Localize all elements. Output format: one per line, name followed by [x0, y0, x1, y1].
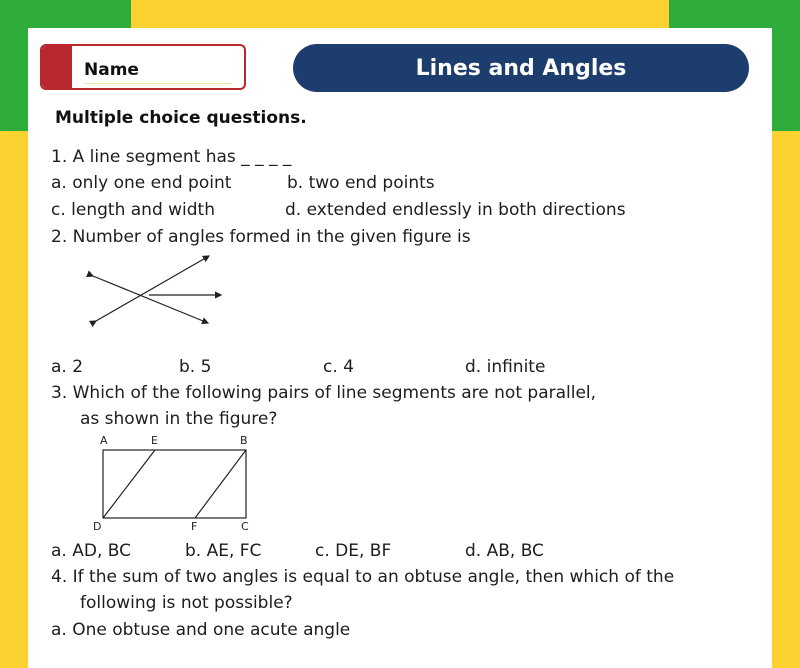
question-3-option-d[interactable]: d. AB, BC	[465, 541, 544, 561]
question-4-option-a[interactable]: a. One obtuse and one acute angle	[51, 620, 351, 640]
point-label-f: F	[191, 520, 198, 533]
point-label-a: A	[100, 434, 108, 447]
name-accent-strip	[42, 46, 72, 88]
figure-line-1	[93, 276, 208, 323]
worksheet	[28, 28, 772, 668]
name-label: Name	[84, 60, 139, 80]
question-1-option-d[interactable]: d. extended endlessly in both directions	[285, 200, 626, 220]
worksheet-title-text: Lines and Angles	[415, 55, 627, 81]
question-4-text-line-2: following is not possible?	[80, 593, 293, 613]
name-field[interactable]	[40, 44, 246, 90]
point-label-b: B	[240, 434, 248, 447]
question-2-option-a[interactable]: a. 2	[51, 357, 84, 377]
question-3-option-a[interactable]: a. AD, BC	[51, 541, 131, 561]
question-3-option-b[interactable]: b. AE, FC	[185, 541, 262, 561]
figure-line-2	[96, 256, 209, 321]
section-title: Multiple choice questions.	[55, 108, 307, 128]
question-3-figure	[88, 433, 258, 533]
question-2-option-b[interactable]: b. 5	[179, 357, 212, 377]
worksheet-title	[293, 44, 749, 92]
question-3-option-c[interactable]: c. DE, BF	[315, 541, 392, 561]
question-2-option-d[interactable]: d. infinite	[465, 357, 546, 377]
question-4-text-line-1: 4. If the sum of two angles is equal to an obtuse angle, then which of the	[51, 567, 675, 587]
question-3-text-line-1: 3. Which of the following pairs of line segments are not parallel,	[51, 383, 597, 403]
point-label-c: C	[241, 520, 249, 533]
rectangle-abcd	[103, 450, 246, 518]
segment-bf	[195, 450, 246, 518]
question-1-option-b[interactable]: b. two end points	[287, 173, 435, 193]
question-1-option-c[interactable]: c. length and width	[51, 200, 215, 220]
question-2-option-c[interactable]: c. 4	[323, 357, 354, 377]
point-label-d: D	[93, 520, 102, 533]
question-3-text-line-2: as shown in the figure?	[80, 409, 278, 429]
name-writing-line	[84, 83, 232, 84]
point-label-e: E	[151, 434, 158, 447]
question-1-option-a[interactable]: a. only one end point	[51, 173, 232, 193]
question-2-figure	[83, 248, 263, 333]
segment-de	[103, 450, 155, 518]
question-2-text: 2. Number of angles formed in the given figure is	[51, 227, 471, 247]
question-1-text: 1. A line segment has _ _ _ _	[51, 147, 292, 167]
